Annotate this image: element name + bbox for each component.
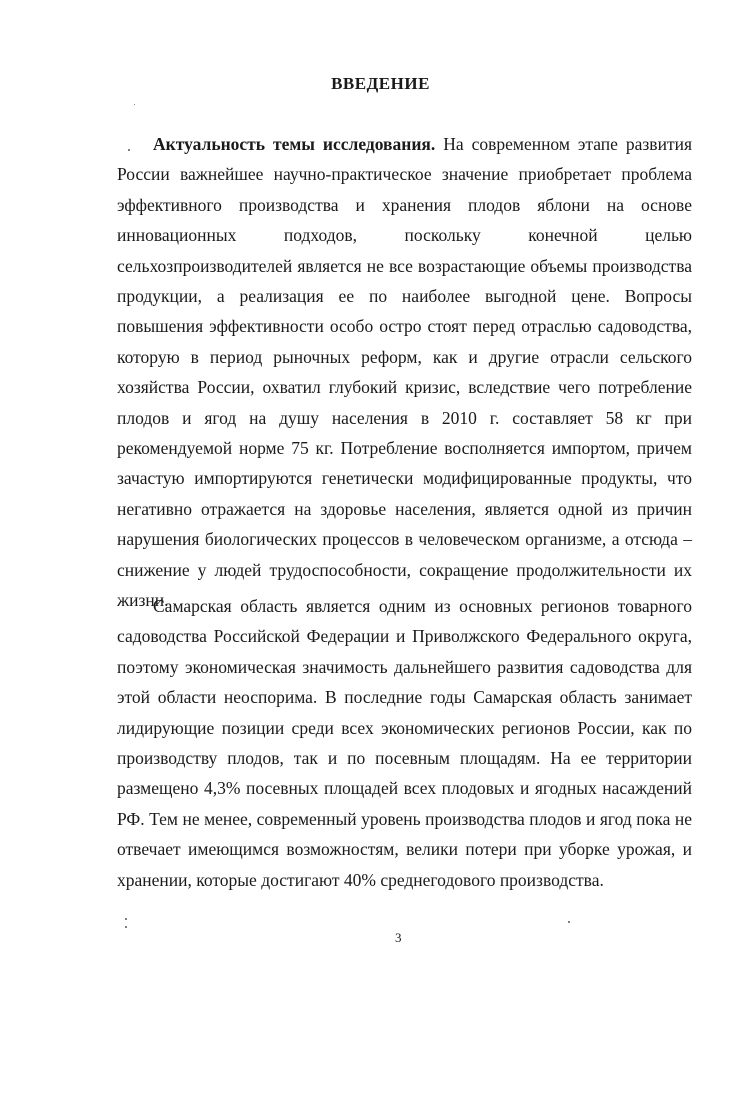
paragraph-lead-heading: Актуальность темы исследования. [153,134,436,154]
scan-speck [568,921,570,923]
page-number: 3 [395,930,402,945]
paragraph-relevance-text: На современном этапе развития России важнейшее научно-практическое значение приобретает проблема эффективного производства и хранения плодов яблони на основе инновационных подходов, поскольку конечной целью сельхозпроизводителей является не все возрастающие объемы производства продукции, а реализация ее по наиболее выгодной цене. Вопросы повышения эффективности особо остро стоят перед отраслью садоводства, которую в период рыночных реформ, как и другие отрасли сельского хозяйства России, охватил глубокий кризис, вследствие чего потребление плодов и ягод на душу населения в 2010 г. составляет 58 кг при рекомендуемой норме 75 кг. Потребление восполняется импортом, причем зачастую импортируются генетически модифицированные продукты, что негативно отражается на здоровье населения, является одной из причин нарушения биологических процессов в человеческом организме, а отсюда – снижение у людей трудоспособности, сокращение продолжительности их жизни. [117,134,693,611]
scan-speck [125,926,127,928]
scan-speck [125,918,127,920]
scan-speck [128,149,130,151]
paragraph-relevance [117,129,692,616]
paragraph-samara-region: Самарская область является одним из основных регионов товарного садоводства Российской Федерации и Приволжского Федерального округа, поэтому экономическая значимость дальнейшего развития садоводства для этой области неоспорима. В последние годы Самарская область занимает лидирующие позиции среди всех экономических регионов России, как по производству плодов, так и по посевным площадям. На ее территории размещено 4,3% посевных площадей всех плодовых и ягодных насаждений РФ. Тем не менее, современный уровень производства плодов и ягод пока не отвечает имеющимся возможностям, велики потери при уборке урожая, и хранении, которые достигают 40% среднегодового производства. [117,596,692,890]
scan-speck [134,104,135,105]
page-title: ВВЕДЕНИЕ [331,74,430,93]
